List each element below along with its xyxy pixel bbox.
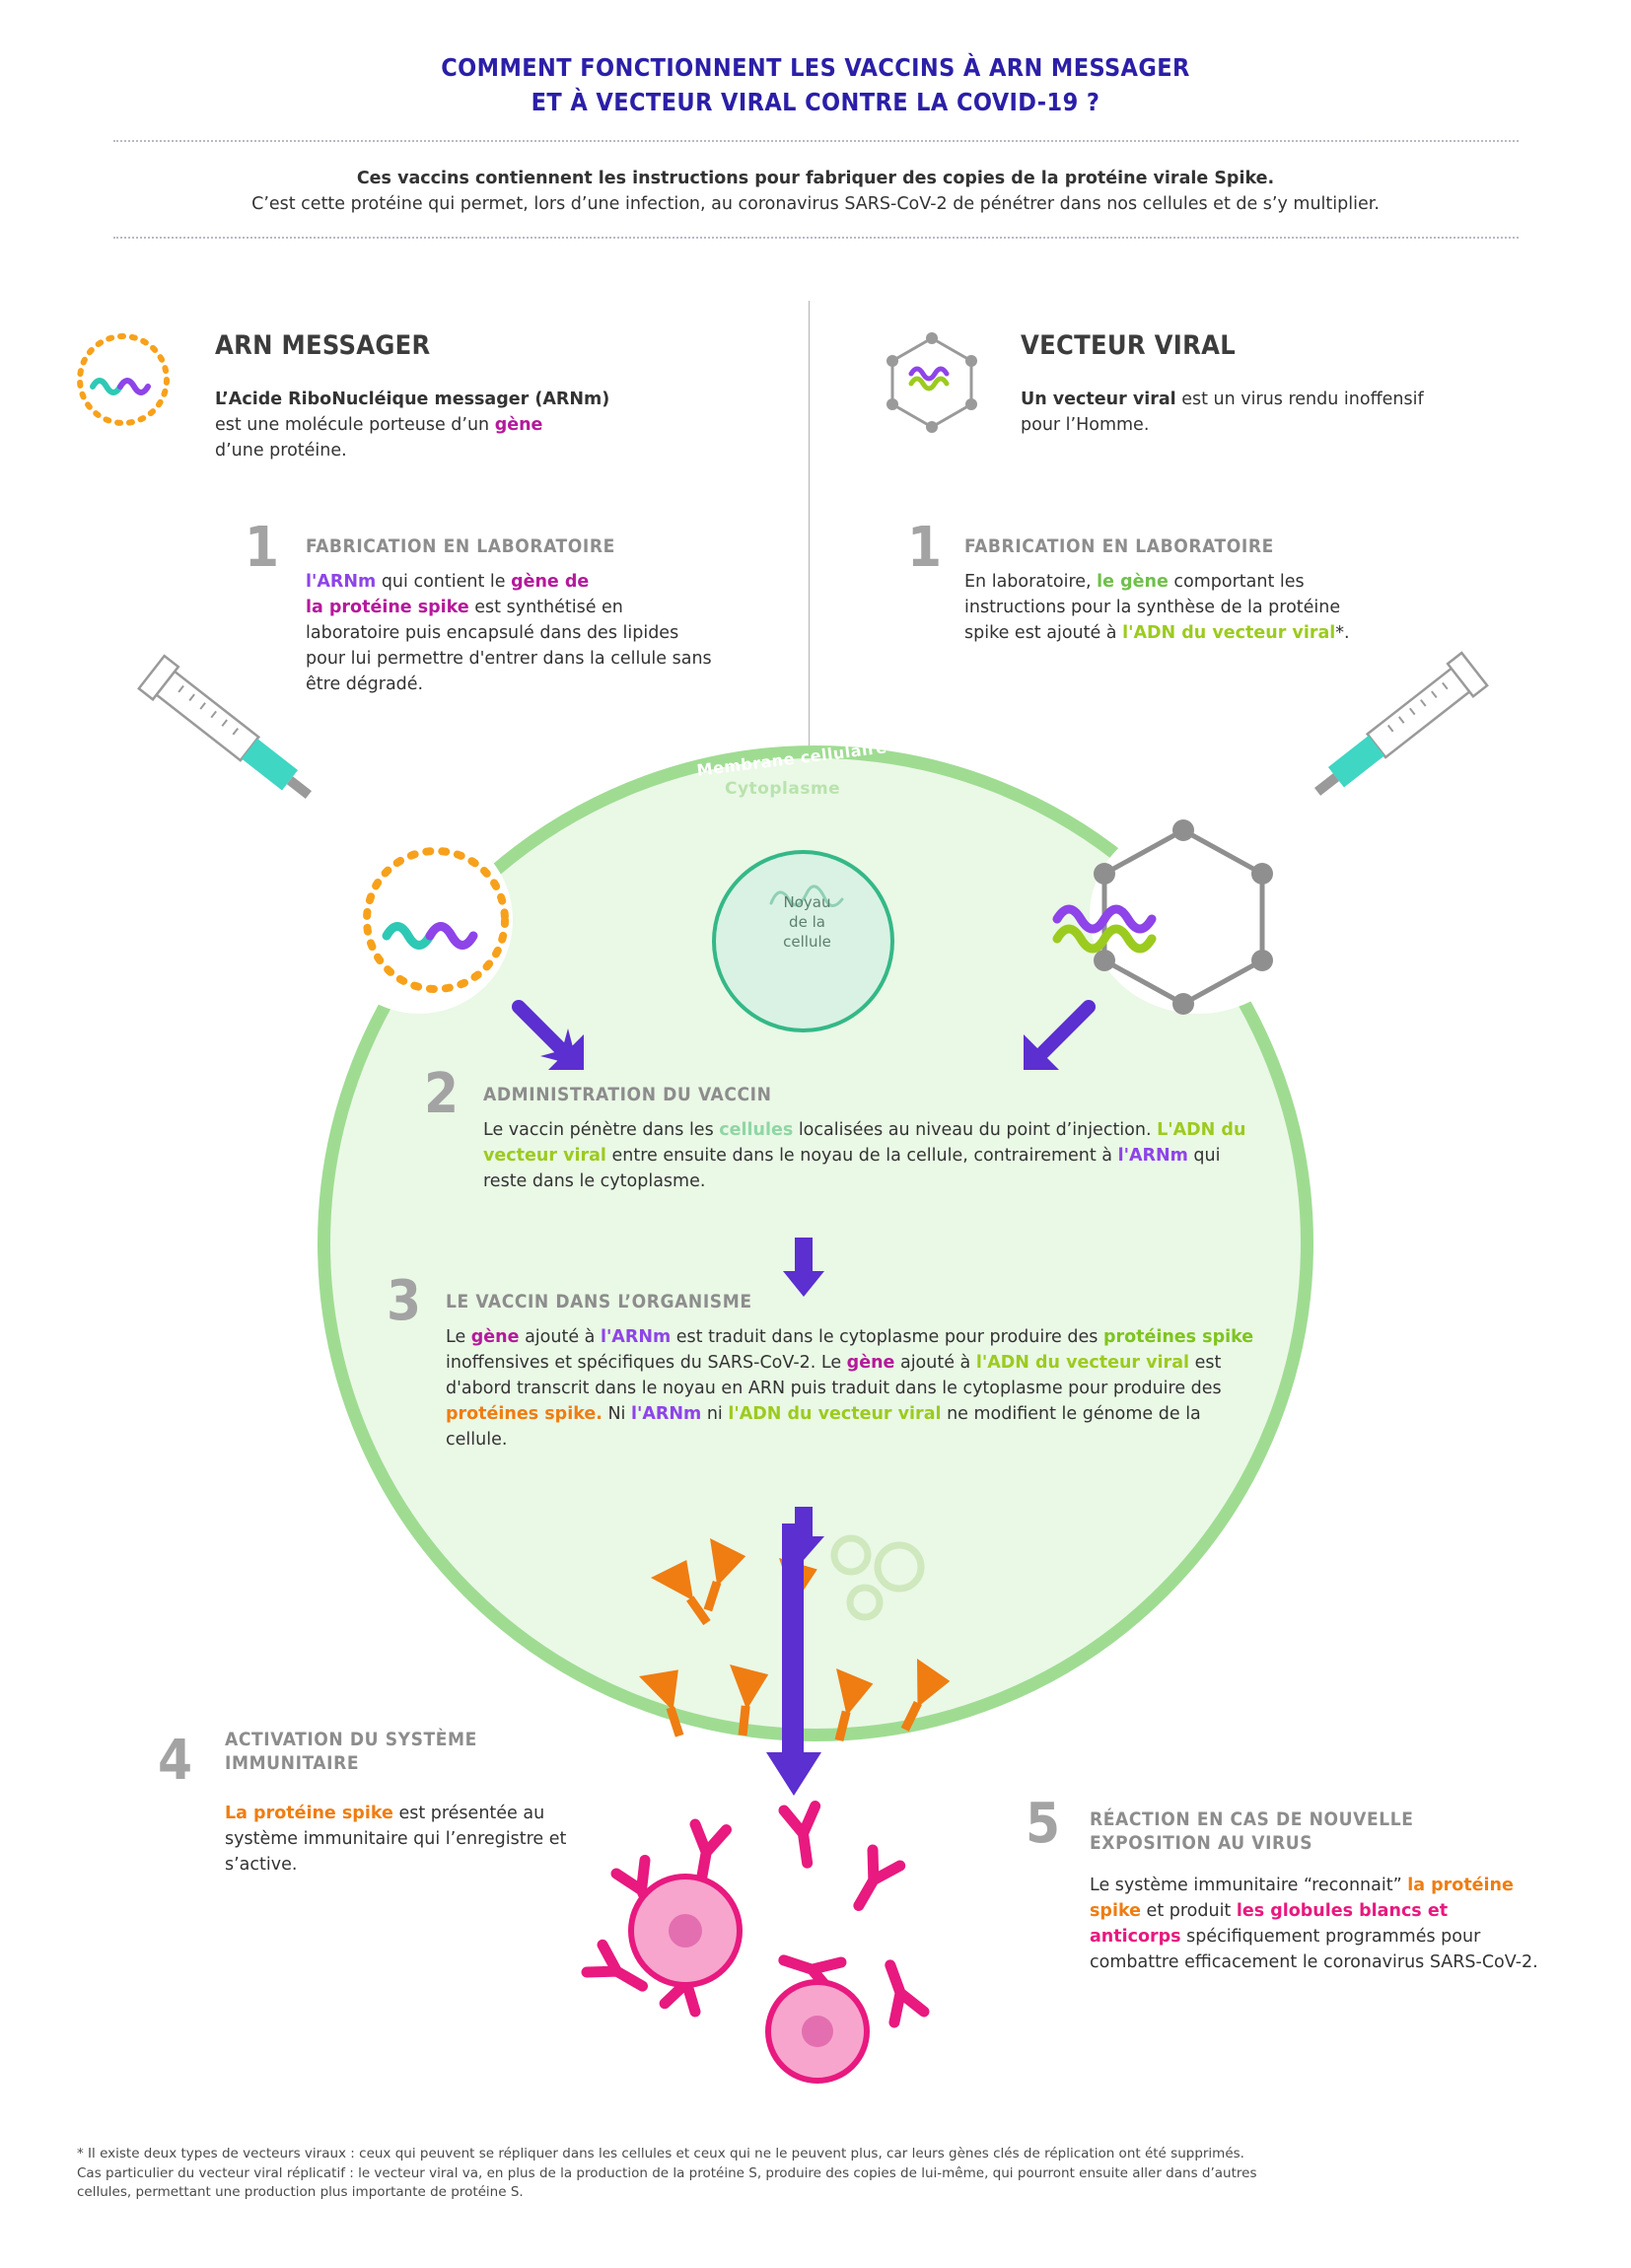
step4-title-l1: ACTIVATION DU SYSTÈME <box>225 1729 477 1750</box>
t-a: Le vaccin pénètre dans les <box>483 1120 720 1140</box>
step1-left-text <box>306 570 720 697</box>
t8: ni <box>701 1403 729 1424</box>
step4-title-l2: IMMUNITAIRE <box>225 1752 360 1775</box>
keyword-arnm-2: l'ARNm <box>630 1403 702 1424</box>
step4-number: 4 <box>158 1729 193 1793</box>
t-a: En laboratoire, <box>964 572 1098 592</box>
left-desc-bold: L’Acide RiboNucléique messager (ARNm) <box>215 390 610 409</box>
step2-text <box>483 1118 1262 1195</box>
step5-number: 5 <box>1026 1792 1061 1856</box>
divider-top <box>113 140 1519 142</box>
step5-text <box>1090 1874 1543 1976</box>
t3: spécifiquement programmés pour combattre efficacement le coronavirus SARS-CoV-2. <box>1090 1926 1538 1972</box>
subtitle <box>0 166 1631 218</box>
keyword-spike: protéines spike <box>1102 1327 1254 1347</box>
t5: ajouté à <box>894 1352 976 1373</box>
keyword-spike-orange: la protéine spike <box>1090 1876 1514 1921</box>
right-description <box>1021 388 1435 439</box>
t-b: comportant les instructions pour la synthèse de la protéine spike est ajouté à <box>964 572 1341 643</box>
right-desc-rest: est un virus rendu inoffensif pour l’Homme. <box>1021 390 1424 435</box>
arrow-to-immune-system <box>764 1524 823 1800</box>
step1-left-number: 1 <box>245 516 280 580</box>
right-heading: VECTEUR VIRAL <box>1021 330 1236 361</box>
viral-vector-icon <box>868 320 996 439</box>
nucleus-label <box>716 893 898 952</box>
t4: inoffensives et spécifiques du SARS-CoV-2. Le <box>446 1352 847 1373</box>
right-desc-bold: Un vecteur viral <box>1021 390 1176 409</box>
t-b: est synthétisé en laboratoire puis encapsulé dans des lipides pour lui permettre d'entrer dans la cellule sans être dégradé. <box>306 597 712 694</box>
footnote-l1: * Il existe deux types de vecteurs viraux : ceux qui peuvent se répliquer dans les cellules et ceux qui ne le peuvent plus, car leurs gènes clés de réplication ont été supprimés. <box>77 2146 1244 2162</box>
footnote-l2: Cas particulier du vecteur viral réplicatif : le vecteur viral va, en plus de la production de la protéine S, produire des copies de lui-même, qui pourront ensuite aller dans d’autres <box>77 2164 1257 2181</box>
keyword-arnm: l'ARNm <box>306 572 377 592</box>
t7: Ni <box>602 1403 631 1424</box>
divider-bottom <box>113 237 1519 239</box>
keyword-le-gene: le gène <box>1097 572 1169 592</box>
t6: est d'abord transcrit dans le noyau en ARN puis traduit dans le cytoplasme pour produire des <box>446 1352 1222 1398</box>
nucleus <box>712 850 894 1032</box>
syringe-left-icon <box>118 631 335 828</box>
step3-title: LE VACCIN DANS L’ORGANISME <box>446 1291 752 1312</box>
keyword-gene-spike: la protéine spike <box>306 597 469 617</box>
step2-title: ADMINISTRATION DU VACCIN <box>483 1084 772 1105</box>
subtitle-line-1: Ces vaccins contiennent les instructions pour fabriquer des copies de la protéine virale Spike. <box>356 169 1275 188</box>
step5-title-l1: RÉACTION EN CAS DE NOUVELLE <box>1090 1808 1414 1830</box>
footnote <box>77 2145 1507 2203</box>
viral-vector-in-cell <box>1060 809 1307 1035</box>
keyword-cellules: cellules <box>719 1120 794 1140</box>
column-separator <box>809 301 810 794</box>
t9: ne modifient le génome de la cellule. <box>446 1403 1201 1450</box>
t-d: qui reste dans le cytoplasme. <box>483 1145 1221 1191</box>
keyword-adn-vecteur: l'ADN du vecteur viral <box>1122 622 1336 643</box>
left-heading: ARN MESSAGER <box>215 330 431 361</box>
step1-right-number: 1 <box>907 516 943 580</box>
left-desc-end: d’une protéine. <box>215 440 347 461</box>
keyword-adn: l'ADN du vecteur viral <box>975 1352 1189 1373</box>
t-c: entre ensuite dans le noyau de la cellule, contrairement à <box>605 1145 1118 1166</box>
cytoplasm-label: Cytoplasme <box>725 779 841 799</box>
t-c: *. <box>1335 622 1350 643</box>
nucleus-l2: de la <box>789 912 825 931</box>
title-line-1: COMMENT FONCTIONNENT LES VACCINS À ARN MESSAGER <box>441 53 1190 82</box>
subtitle-line-2: C’est cette protéine qui permet, lors d’une infection, au coronavirus SARS-CoV-2 de pénétrer dans nos cellules et de s’y multiplier. <box>251 194 1380 215</box>
keyword-globules-blancs: les globules blancs et anticorps <box>1090 1900 1449 1947</box>
mrna-particle-in-cell <box>345 833 532 1011</box>
arrow-step2-to-step3 <box>779 1238 828 1299</box>
step5-title <box>1090 1807 1414 1856</box>
nucleus-l3: cellule <box>783 932 831 951</box>
step2-number: 2 <box>424 1062 460 1126</box>
keyword-arnm: l'ARNm <box>1117 1145 1188 1166</box>
step3-text <box>446 1325 1264 1453</box>
t3: est traduit dans le cytoplasme pour produire des <box>671 1327 1103 1347</box>
step4-body: est présentée au système immunitaire qui l’enregistre et s’active. <box>225 1804 567 1875</box>
keyword-spike-orange: protéines spike. <box>446 1403 603 1424</box>
step3-number: 3 <box>387 1269 422 1333</box>
syringe-right-icon <box>1282 631 1509 828</box>
step1-left-title: FABRICATION EN LABORATOIRE <box>306 535 615 557</box>
footnote-l3: cellules, permettant une production plus importante de protéine S. <box>77 2184 524 2201</box>
membrane-label: Membrane cellulaire <box>695 738 888 780</box>
t2: ajouté à <box>519 1327 601 1347</box>
keyword-gene: gène <box>494 414 543 435</box>
keyword-gene: gène <box>470 1327 520 1347</box>
left-description <box>215 388 738 464</box>
nucleus-l1: Noyau <box>783 893 831 911</box>
step4-title <box>225 1728 477 1776</box>
step1-right-title: FABRICATION EN LABORATOIRE <box>964 535 1274 557</box>
immune-response-group <box>577 1805 1001 2110</box>
t-a: qui contient le <box>376 572 512 592</box>
arrow-into-cell-right <box>1016 1001 1095 1080</box>
step4-text <box>225 1802 590 1878</box>
keyword-gene-2: gène <box>846 1352 895 1373</box>
page-title <box>0 51 1631 119</box>
left-desc-mid: est une molécule porteuse d’un <box>215 414 495 435</box>
mrna-lipid-icon <box>69 325 177 434</box>
keyword-gene-de: gène de <box>511 572 590 592</box>
keyword-spike-orange: La protéine spike <box>225 1804 393 1823</box>
step5-title-l2: EXPOSITION AU VIRUS <box>1090 1832 1313 1855</box>
keyword-arnm: l'ARNm <box>600 1327 672 1347</box>
t1: Le système immunitaire “reconnait” <box>1090 1876 1408 1895</box>
keyword-adn: L'ADN du vecteur viral <box>483 1120 1246 1166</box>
t2: et produit <box>1140 1900 1237 1921</box>
arrow-into-cell-left <box>513 1001 592 1080</box>
t1: Le <box>446 1327 471 1347</box>
t-b: localisées au niveau du point d’injection. <box>793 1120 1158 1140</box>
title-line-2: ET À VECTEUR VIRAL CONTRE LA COVID-19 ? <box>531 87 1100 116</box>
keyword-adn-2: l'ADN du vecteur viral <box>728 1403 942 1424</box>
